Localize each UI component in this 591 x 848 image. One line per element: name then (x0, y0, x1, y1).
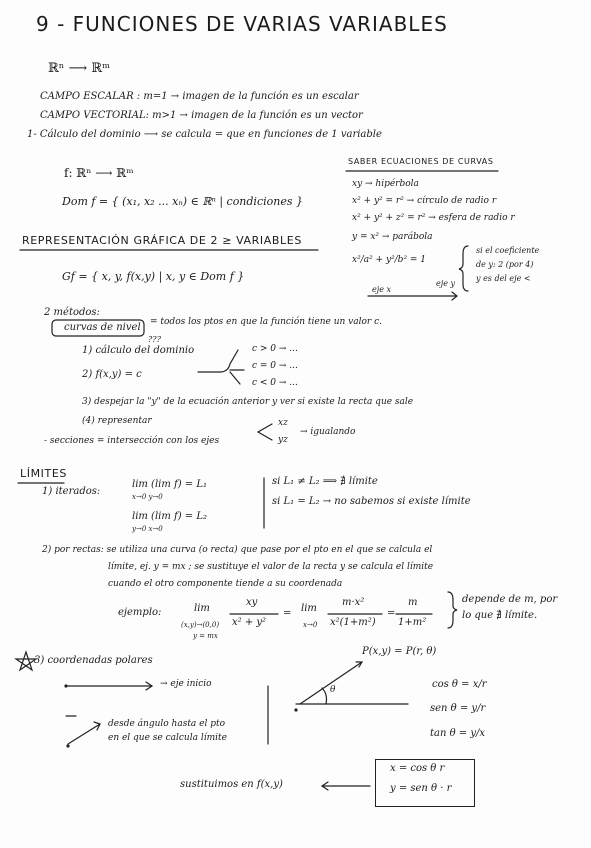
curve-item: xy → hipérbola (352, 179, 419, 189)
rectas-line-3: cuando el otro componente tiende a su coordenada (108, 579, 343, 589)
x-polar: x = cos θ r (390, 763, 445, 774)
lim-iterado-2: lim (lim f) = L₂ (132, 511, 208, 522)
metodos-header: 2 métodos: (44, 307, 100, 318)
calculo-dominio: 1- Cálculo del dominio ⟶ se calcula = que en funciones de 1 variable (27, 129, 382, 140)
equals-sign: = (283, 608, 292, 619)
campo-escalar: CAMPO ESCALAR : m=1 → imagen de la función es un escalar (40, 91, 359, 102)
curvas-desc: = todos los ptos en que la función tiene un valor c. (150, 317, 382, 327)
iterados: 1) iterados: (42, 486, 101, 497)
polar-point: P(x,y) = P(r, θ) (362, 646, 437, 657)
desde-angulo: desde ángulo hasta el pto (108, 719, 226, 729)
ellipse-equation: x²/a² + y²/b² = 1 (352, 255, 427, 265)
lim-iterado-2-sub: y→0 x→0 (132, 525, 163, 533)
curve-item: y = x² → parábola (352, 232, 433, 242)
question-marks: ??? (148, 335, 161, 344)
curve-item: x² + y² = r² → círculo de radio r (352, 196, 497, 206)
ellipse-note: y es del eje < (476, 274, 531, 283)
ellipse-note: de y: 2 (por 4) (476, 260, 534, 269)
frac1-den: x² + y² (232, 617, 267, 628)
f-map: f: ℝⁿ ⟶ ℝᵐ (64, 166, 134, 180)
limites-header: LÍMITES (20, 467, 67, 480)
frac2-num: m·x² (342, 597, 365, 608)
step-3: 3) despejar la "y" de la ecuación anterior y ver si existe la recta que sale (82, 397, 414, 407)
secciones-xz: xz (278, 418, 288, 428)
rn-to-rm: ℝⁿ ⟶ ℝᵐ (48, 61, 111, 76)
frac3-den: 1+m² (398, 617, 427, 628)
ejemplo-label: ejemplo: (118, 607, 162, 618)
eje-inicio: → eje inicio (160, 679, 212, 689)
desde-angulo: en el que se calcula límite (108, 733, 227, 743)
eje-y-label: eje y (436, 279, 456, 288)
secciones: - secciones = intersección con los ejes (44, 436, 220, 446)
ellipse-note: si el coeficiente (476, 246, 540, 255)
cond-equal: si L₁ = L₂ → no sabemos si existe límite (272, 496, 471, 507)
theta-label: θ (330, 685, 336, 695)
tan-relation: tan θ = y/x (430, 728, 486, 739)
step-1: 1) cálculo del dominio (82, 345, 195, 356)
cond-distinct: si L₁ ≠ L₂ ⟹ ∄ límite (272, 476, 378, 487)
rectas-line-1: 2) por rectas: se utiliza una curva (o recta) que pase por el pto en el que se calcula el (42, 545, 433, 555)
ejemplo-lim-2-sub: x→0 (303, 621, 318, 629)
dom-definition: Dom f = { (x₁, x₂ ... xₙ) ∈ ℝⁿ | condiciones } (62, 195, 303, 208)
conclusion: depende de m, por (462, 594, 558, 605)
conclusion: lo que ∄ límite. (462, 610, 538, 621)
sen-relation: sen θ = y/r (430, 703, 486, 714)
graph-definition: Gf = { x, y, f(x,y) | x, y ∈ Dom f } (62, 270, 245, 283)
step-4: (4) representar (82, 416, 152, 426)
ejemplo-lim: lim (194, 603, 210, 614)
ejemplo-lim-sub: (x,y)→(0,0) (181, 621, 220, 629)
polares-header: 3) coordenadas polares (34, 655, 153, 666)
lim-iterado-1: lim (lim f) = L₁ (132, 479, 208, 490)
lim-iterado-1-sub: x→0 y→0 (132, 493, 163, 501)
frac3-num: m (408, 597, 418, 608)
curve-item: x² + y² + z² = r² → esfera de radio r (352, 213, 515, 223)
c-positive: c > 0 → ... (252, 344, 298, 354)
cos-relation: cos θ = x/r (432, 679, 487, 690)
sustituimos: sustituimos en f(x,y) (180, 779, 283, 790)
c-negative: c < 0 → ... (252, 378, 298, 388)
c-zero: c = 0 → ... (252, 361, 298, 371)
igualando: → igualando (300, 427, 356, 437)
secciones-yz: yz (278, 435, 288, 445)
frac2-den: x²(1+m²) (330, 617, 376, 628)
y-polar: y = sen θ · r (390, 783, 452, 794)
rectas-line-2: límite, ej. y = mx ; se sustituye el valor de la recta y se calcula el límite (108, 562, 434, 572)
ejemplo-lim-2: lim (301, 603, 317, 614)
saber-ecuaciones-header: SABER ECUACIONES DE CURVAS (348, 157, 494, 166)
ejemplo-lim-sub: y = mx (193, 632, 218, 640)
page-title: 9 - FUNCIONES DE VARIAS VARIABLES (36, 12, 448, 36)
representacion-header: REPRESENTACIÓN GRÁFICA DE 2 ≥ VARIABLES (22, 234, 302, 247)
eje-x-label: eje x (372, 285, 392, 294)
equals-sign: = (387, 608, 396, 619)
frac1-num: xy (246, 597, 258, 608)
step-2: 2) f(x,y) = c (82, 369, 142, 380)
curvas-de-nivel: curvas de nivel (64, 322, 141, 333)
campo-vectorial: CAMPO VECTORIAL: m>1 → imagen de la función es un vector (40, 110, 363, 121)
